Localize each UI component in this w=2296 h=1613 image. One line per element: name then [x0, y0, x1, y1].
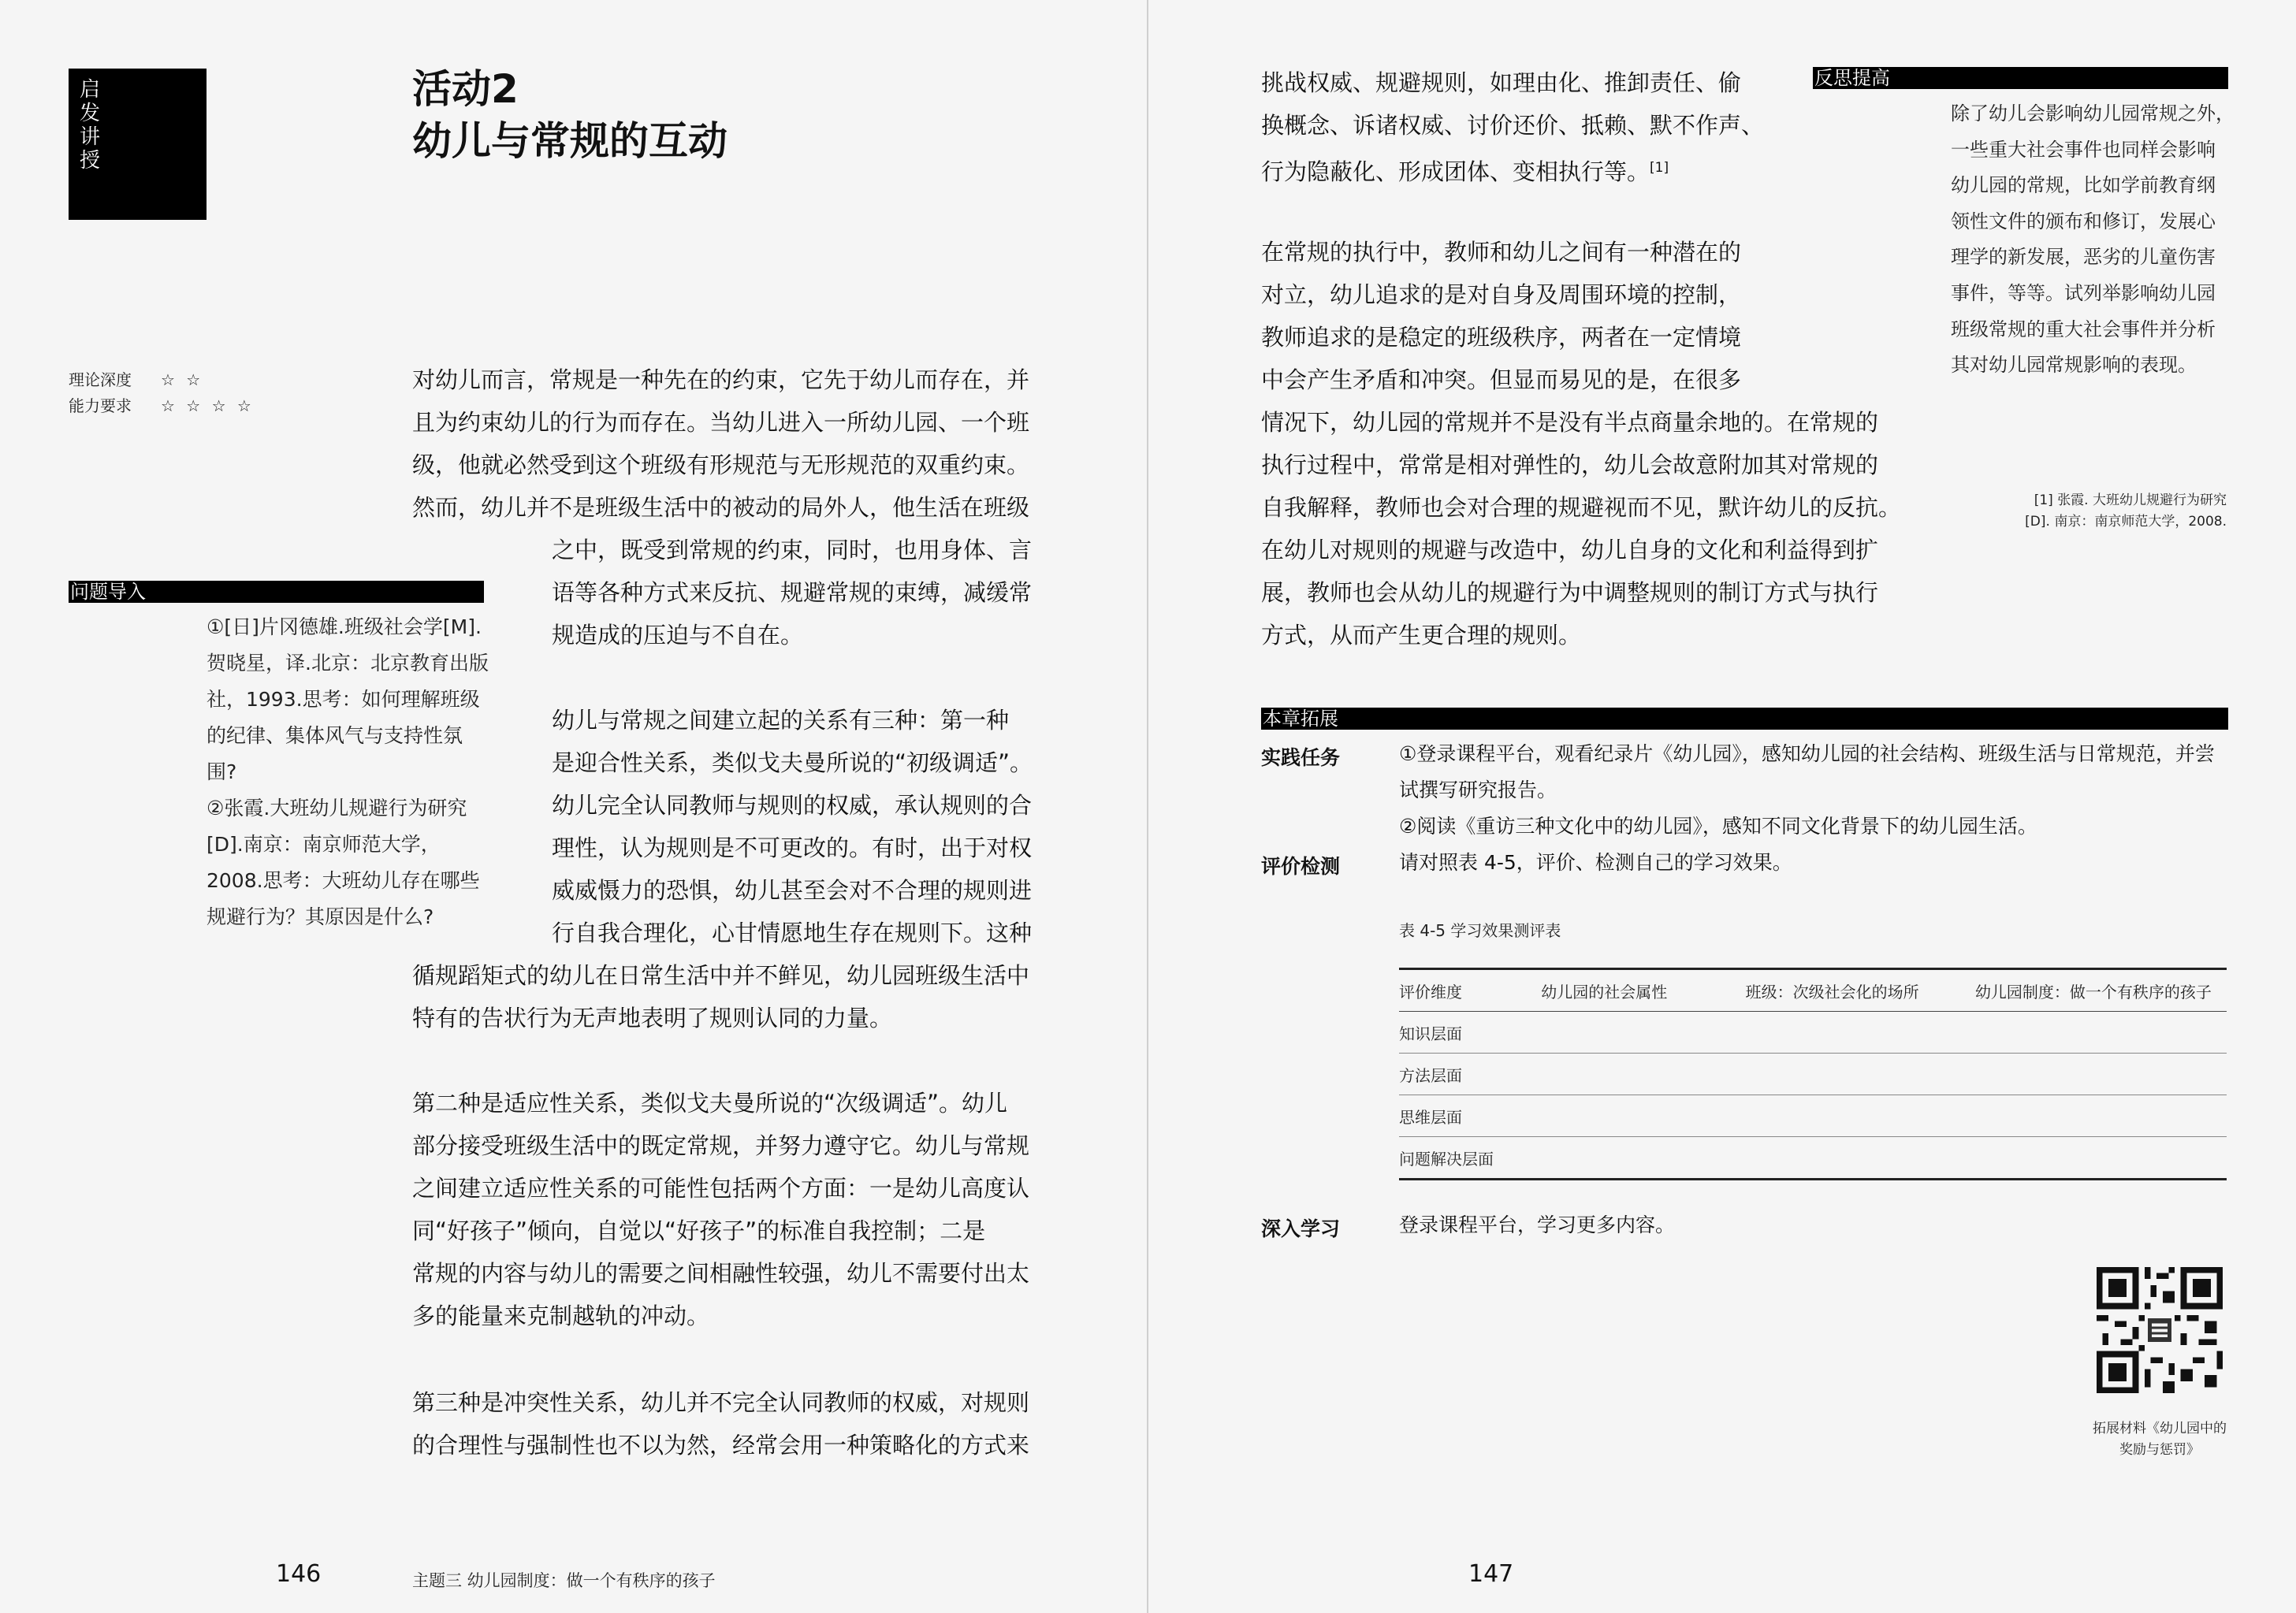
text-line: 理学的新发展，恶劣的儿童伤害: [1951, 246, 2216, 269]
paragraph-narrow: [1261, 231, 1766, 401]
evaluation-table-wrap: [1399, 968, 2227, 1180]
evaluation-table: [1399, 970, 2227, 1178]
meta-label: 理论深度: [69, 370, 132, 389]
evaluation-label: 评价检测: [1261, 855, 1341, 878]
paragraph-3: [412, 1082, 1059, 1337]
table-header-cell: 幼儿园的社会属性: [1541, 970, 1740, 1012]
practice-text: [1399, 736, 2235, 845]
text-line: 多的能量来克制越轨的冲动。: [412, 1303, 710, 1329]
text-line: 在常规的执行中，教师和幼儿之间有一种潜在的: [1261, 239, 1742, 266]
table-cell[interactable]: [1975, 1012, 2227, 1054]
star-rating: ☆ ☆: [161, 370, 204, 389]
difficulty-meta: [69, 367, 255, 419]
table-cell[interactable]: [1975, 1054, 2227, 1095]
text-line: 幼儿完全认同教师与规则的权威，承认规则的合: [552, 792, 1033, 819]
activity-name: 幼儿与常规的互动: [412, 118, 728, 164]
table-cell[interactable]: [1746, 1137, 1970, 1179]
text-line: 且为约束幼儿的行为而存在。当幼儿进入一所幼儿园、一个班: [412, 409, 1030, 436]
qr-caption: [2065, 1418, 2254, 1461]
text-line: 对幼儿而言，常规是一种先在的约束，它先于幼儿而存在，并: [412, 366, 1030, 393]
table-cell[interactable]: [1541, 1054, 1740, 1095]
text-line: 的合理性与强制性也不以为然，经常会用一种策略化的方式来: [412, 1432, 1030, 1459]
reflection-section-bar: 反思提高: [1813, 67, 2228, 89]
text-line: 常规的内容与幼儿的需要之间相融性较强，幼儿不需要付出太: [412, 1260, 1030, 1287]
row-label: 问题解决层面: [1399, 1149, 1494, 1169]
qr-caption-line: 拓展材料《幼儿园中的: [2093, 1421, 2227, 1436]
text-line: 一些重大社会事件也同样会影响: [1951, 138, 2216, 161]
text-line: ①登录课程平台，观看纪录片《幼儿园》，感知幼儿园的社会结构、班级生活与日常规范，并尝: [1399, 742, 2215, 765]
text-line: 中会产生矛盾和冲突。但显而易见的是，在很多: [1261, 366, 1742, 393]
text-line: 理性，认为规则是不可更改的。有时，出于对权: [552, 834, 1033, 861]
paragraph-4: [412, 1381, 1059, 1466]
table-header-cell: 幼儿园制度：做一个有秩序的孩子: [1975, 970, 2227, 1012]
text-line: 方式，从而产生更合理的规则。: [1261, 622, 1582, 649]
question-item: ①[日]片冈德雄.班级社会学[M].贺晓星，译.北京：北京教育出版社，1993.思考：如何理解班级的纪律、集体风气与支持性氛围?: [207, 615, 489, 783]
qr-code-icon[interactable]: [2097, 1267, 2223, 1393]
table-header-cell: 评价维度: [1399, 970, 1536, 1012]
paragraph-2-indent: [552, 699, 1072, 954]
question-section-bar: 问题导入: [69, 581, 484, 603]
paragraph-1: [412, 359, 1059, 529]
text-line: 之间建立适应性关系的可能性包括两个方面：一是幼儿高度认: [412, 1175, 1030, 1202]
table-header-cell: 班级：次级社会化的场所: [1746, 970, 1970, 1012]
deep-learning-text: 登录课程平台，学习更多内容。: [1399, 1213, 1676, 1236]
text-line: 是迎合性关系，类似戈夫曼所说的“初级调适”。: [552, 749, 1033, 776]
text-line: 行自我合理化，心甘情愿地生存在规则下。这种: [552, 920, 1033, 946]
text-line: 级，他就必然受到这个班级有形规范与无形规范的双重约束。: [412, 452, 1030, 478]
table-cell[interactable]: [1541, 1095, 1740, 1137]
text-line: ②阅读《重访三种文化中的幼儿园》，感知不同文化背景下的幼儿园生活。: [1399, 815, 2037, 838]
qr-caption-line: 奖励与惩罚》: [2119, 1442, 2200, 1458]
text-line: 教师追求的是稳定的班级秩序，两者在一定情境: [1261, 324, 1742, 351]
paragraph-wide: [1261, 401, 1939, 656]
paragraph-1-indent: [552, 529, 1072, 656]
table-cell[interactable]: [1746, 1054, 1970, 1095]
text-line: 事件，等等。试列举影响幼儿园: [1951, 281, 2216, 304]
text-line: 然而，幼儿并不是班级生活中的被动的局外人，他生活在班级: [412, 494, 1030, 521]
table-cell[interactable]: [1541, 1012, 1740, 1054]
text-line: 威威慑力的恐惧，幼儿甚至会对不合理的规则进: [552, 877, 1033, 904]
star-rating: ☆ ☆ ☆ ☆: [161, 396, 255, 415]
evaluation-text: 请对照表 4-5，评价、检测自己的学习效果。: [1399, 851, 1792, 874]
text-line: 除了幼儿会影响幼儿园常规之外，: [1951, 102, 2235, 125]
footnote: [1951, 490, 2227, 533]
table-row: [1399, 1095, 2227, 1137]
reflection-text: [1951, 96, 2250, 384]
deep-learning-label: 深入学习: [1261, 1217, 1341, 1240]
table-cell[interactable]: [1541, 1137, 1740, 1179]
continued-paragraph: [1261, 61, 1766, 193]
practice-label: 实践任务: [1261, 746, 1341, 769]
footnote-line: [1] 张霞. 大班幼儿规避行为研究: [2034, 492, 2227, 508]
table-header-row: [1399, 970, 2227, 1012]
row-label: 知识层面: [1399, 1012, 1536, 1054]
row-label: 思维层面: [1399, 1095, 1536, 1137]
table-cell[interactable]: [1975, 1137, 2227, 1179]
text-line: 班级常规的重大社会事件并分析: [1951, 318, 2216, 340]
text-line: 部分接受班级生活中的既定常规，并努力遵守它。幼儿与常规: [412, 1132, 1030, 1159]
table-row: [1399, 1054, 2227, 1095]
table-caption: 表 4-5 学习效果测评表: [1399, 921, 1561, 940]
text-line: 情况下，幼儿园的常规并不是没有半点商量余地的。在常规的: [1261, 409, 1879, 436]
table-cell[interactable]: [1746, 1012, 1970, 1054]
table-row: [1399, 1012, 2227, 1054]
text-line: 同“好孩子”倾向，自觉以“好孩子”的标准自我控制；二是: [412, 1217, 986, 1244]
text-line: 自我解释，教师也会对合理的规避视而不见，默许幼儿的反抗。: [1261, 494, 1902, 521]
text-line: 第三种是冲突性关系，幼儿并不完全认同教师的权威，对规则: [412, 1389, 1030, 1416]
table-row: [1399, 1137, 2227, 1179]
text-line: 展，教师也会从幼儿的规避行为中调整规则的制订方式与执行: [1261, 579, 1879, 606]
text-line: 之中，既受到常规的约束，同时，也用身体、言: [552, 537, 1033, 563]
text-line: 试撰写研究报告。: [1399, 779, 1557, 801]
activity-number: 活动2: [412, 66, 519, 112]
text-line: 其对幼儿园常规影响的表现。: [1951, 354, 2197, 377]
text-line: 对立，幼儿追求的是对自身及周围环境的控制，: [1261, 281, 1742, 308]
text-line: 挑战权威、规避规则，如理由化、推卸责任、偷: [1261, 69, 1742, 96]
text-line: 换概念、诉诸权威、讨价还价、抵赖、默不作声、: [1261, 112, 1765, 139]
page-number-right: 147: [1468, 1560, 1514, 1588]
text-line: 幼儿园的常规，比如学前教育纲: [1951, 174, 2216, 197]
running-footer: 主题三 幼儿园制度：做一个有秩序的孩子: [412, 1571, 716, 1590]
text-line: 循规蹈矩式的幼儿在日常生活中并不鲜见，幼儿园班级生活中: [412, 962, 1030, 989]
meta-row-theory: [69, 367, 255, 393]
extension-section-bar: 本章拓展: [1261, 708, 2228, 730]
section-tab-label: 启发讲授: [80, 78, 101, 173]
text-line: 行为隐蔽化、形成团体、变相执行等。: [1261, 158, 1650, 185]
row-label: 方法层面: [1399, 1054, 1536, 1095]
question-item: ②张霞.大班幼儿规避行为研究[D].南京：南京师范大学，2008.思考：大班幼儿存在哪些规避行为？其原因是什么?: [207, 797, 480, 928]
text-line: 执行过程中，常常是相对弹性的，幼儿会故意附加其对常规的: [1261, 452, 1879, 478]
text-line: 幼儿与常规之间建立起的关系有三种：第一种: [552, 707, 1010, 734]
page-number-left: 146: [276, 1560, 322, 1588]
table-cell[interactable]: [1975, 1095, 2227, 1137]
footnote-ref: [1]: [1650, 160, 1669, 176]
question-items: [207, 609, 490, 935]
text-line: 特有的告状行为无声地表明了规则认同的力量。: [412, 1005, 893, 1031]
text-line: 领性文件的颁布和修订，发展心: [1951, 210, 2216, 232]
meta-label: 能力要求: [69, 396, 132, 415]
text-line-with-ref: [1261, 147, 1766, 193]
meta-row-ability: [69, 393, 255, 419]
text-line: 语等各种方式来反抗、规避常规的束缚，减缓常: [552, 579, 1033, 606]
footnote-line: [D]. 南京：南京师范大学，2008.: [2025, 514, 2227, 530]
section-tab: [69, 69, 207, 220]
text-line: 规造成的压迫与不自在。: [552, 622, 804, 649]
text-line: 第二种是适应性关系，类似戈夫曼所说的“次级调适”。幼儿: [412, 1090, 1008, 1117]
text-line: 在幼儿对规则的规避与改造中，幼儿自身的文化和利益得到扩: [1261, 537, 1879, 563]
paragraph-2: [412, 954, 1059, 1039]
table-cell[interactable]: [1746, 1095, 1970, 1137]
activity-title: [412, 63, 728, 167]
right-page: [1148, 0, 2296, 1613]
